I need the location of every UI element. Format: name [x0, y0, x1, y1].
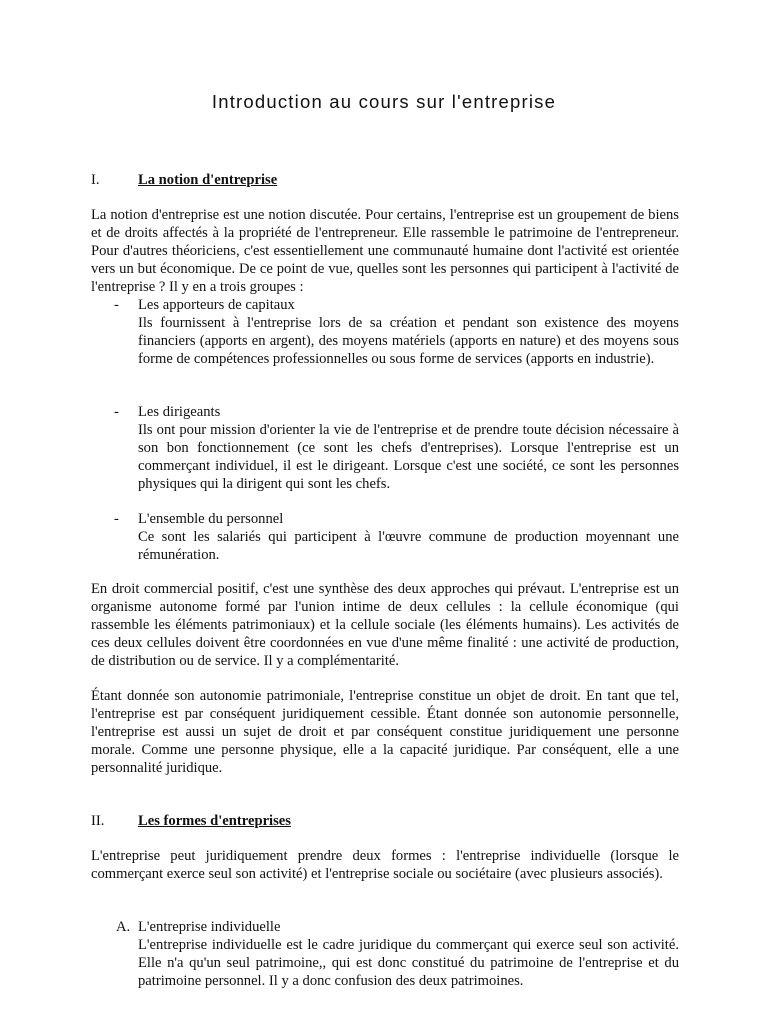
paragraph: La notion d'entreprise est une notion discutée. Pour certains, l'entreprise est un groupement de biens et de droits affectés à la propriété de l'entrepreneur. Elle rassemble le patrimoine de l'entrepreneur. Pour d'autres théoriciens, c'est essentiellement une communauté humaine dont l'activité est orientée vers un but économique. De ce point de vue, quelles sont les personnes qui participent à l'activité de l'entreprise ? Il y en a trois groupes :: [91, 207, 679, 295]
document-title: Introduction au cours sur l'entreprise: [211, 91, 557, 112]
bullet-dash: -: [114, 297, 119, 313]
list-item-label: Les dirigeants: [138, 404, 221, 420]
list-item: [114, 296, 679, 368]
section2-intro: [91, 847, 679, 883]
paragraph: Étant donnée son autonomie patrimoniale, l'entreprise constitue un objet de droit. En tant que tel, l'entreprise est par conséquent juridiquement cessible. Étant donnée son autonomie personnelle, l'entreprise est aussi un sujet de droit et par conséquent constitue juridiquement une personne morale. Comme une personne physique, elle a la capacité juridique. Par conséquent, elle a une personnalité juridique.: [91, 688, 679, 776]
section1-paragraph-2: [91, 580, 679, 670]
bullet-dash: -: [114, 511, 119, 527]
subsection-letter: A.: [116, 919, 131, 935]
section-number: I.: [91, 172, 100, 188]
section-title: La notion d'entreprise: [138, 172, 278, 188]
subsection-title: L'entreprise individuelle: [138, 919, 281, 935]
list-item-text: Ce sont les salariés qui participent à l'œuvre commune de production moyennant une rémunération.: [138, 529, 679, 563]
bullet-dash: -: [114, 404, 119, 420]
subsection-a: [116, 918, 679, 990]
list-item-label: Les apporteurs de capitaux: [138, 297, 295, 313]
list-item-label: L'ensemble du personnel: [138, 511, 284, 527]
section1-paragraph-3: [91, 687, 679, 777]
list-item: [114, 403, 679, 493]
section1-intro: [91, 206, 679, 296]
paragraph: L'entreprise peut juridiquement prendre deux formes : l'entreprise individuelle (lorsque le commerçant exerce seul son activité) et l'entreprise sociale ou sociétaire (avec plusieurs associés).: [91, 848, 679, 882]
list-item-text: Ils ont pour mission d'orienter la vie de l'entreprise et de prendre toute décision nécessaire à son bon fonctionnement (ce sont les chefs d'entreprises). Lorsque l'entreprise est un commerçant individuel, il est le dirigeant. Lorsque c'est une société, ce sont les personnes physiques qui la dirigent qui sont les chefs.: [138, 422, 679, 492]
paragraph: En droit commercial positif, c'est une synthèse des deux approches qui prévaut. L'entreprise est un organisme autonome formé par l'union intime de deux cellules : la cellule économique (qui rassemble les éléments patrimoniaux) et la cellule sociale (les éléments humains). Les activités de ces deux cellules doivent être coordonnées en vue d'une même finalité : une activité de production, de distribution ou de service. Il y a complémentarité.: [91, 581, 679, 669]
section-number: II.: [91, 813, 105, 829]
list-item: [114, 510, 679, 564]
section-title: Les formes d'entreprises: [138, 813, 291, 829]
list-item-text: Ils fournissent à l'entreprise lors de sa création et pendant son existence des moyens financiers (apports en argent), des moyens matériels (apports en nature) et des moyens sous forme de compétences professionnelles ou sous forme de services (apports en industrie).: [138, 315, 679, 367]
subsection-text: L'entreprise individuelle est le cadre juridique du commerçant qui exerce seul son activité. Elle n'a qu'un seul patrimoine,, qui est donc constitué du patrimoine de l'entreprise et du patrimoine personnel. Il y a donc confusion des deux patrimoines.: [138, 937, 679, 989]
